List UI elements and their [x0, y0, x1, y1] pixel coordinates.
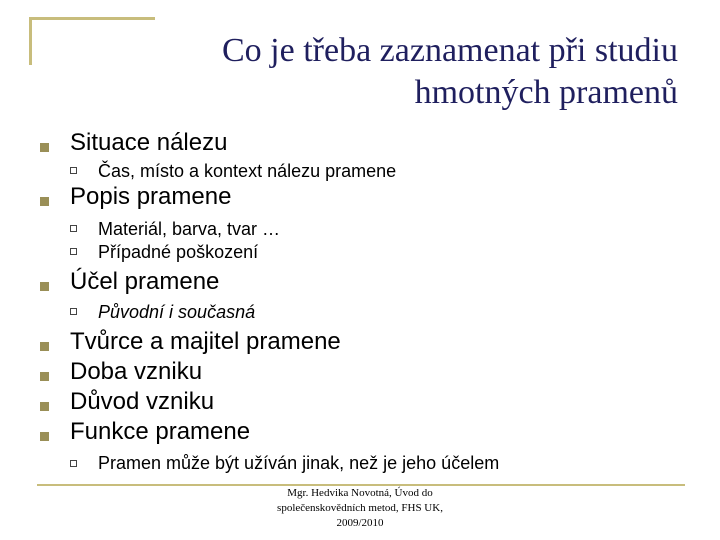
bullet-square-icon	[40, 342, 49, 351]
list-item: Účel pramene	[70, 268, 220, 295]
sub-list-item: Pramen může být užíván jinak, než je jeho účelem	[98, 453, 500, 473]
footer-credit	[245, 486, 475, 531]
footer-line-1: Mgr. Hedvika Novotná, Úvod do	[287, 487, 433, 499]
list-item: Důvod vzniku	[70, 388, 215, 415]
bullet-square-icon	[40, 432, 49, 441]
bullet-hollow-square-icon	[70, 248, 77, 255]
bullet-square-icon	[40, 282, 49, 291]
sub-list-item: Původní i současná	[98, 302, 256, 322]
list-item: Funkce pramene	[70, 418, 251, 445]
bullet-square-icon	[40, 402, 49, 411]
bullet-square-icon	[40, 143, 49, 152]
bullet-square-icon	[40, 197, 49, 206]
bullet-hollow-square-icon	[70, 308, 77, 315]
bullet-hollow-square-icon	[70, 167, 77, 174]
footer-line-2: společenskovědních metod, FHS UK,	[277, 502, 443, 514]
title-line-2: hmotných pramenů	[414, 74, 678, 111]
list-item: Situace nálezu	[70, 129, 228, 156]
list-item: Popis pramene	[70, 183, 232, 210]
list-item: Doba vzniku	[70, 358, 203, 385]
footer-line-3: 2009/2010	[336, 517, 384, 529]
list-item: Tvůrce a majitel pramene	[70, 328, 341, 355]
sub-list-item: Čas, místo a kontext nálezu pramene	[98, 161, 397, 181]
title-line-1: Co je třeba zaznamenat při studiu	[222, 32, 678, 69]
bullet-hollow-square-icon	[70, 460, 77, 467]
bullet-square-icon	[40, 372, 49, 381]
sub-list-item: Případné poškození	[98, 242, 259, 262]
bullet-hollow-square-icon	[70, 225, 77, 232]
sub-list-item: Materiál, barva, tvar …	[98, 219, 281, 239]
